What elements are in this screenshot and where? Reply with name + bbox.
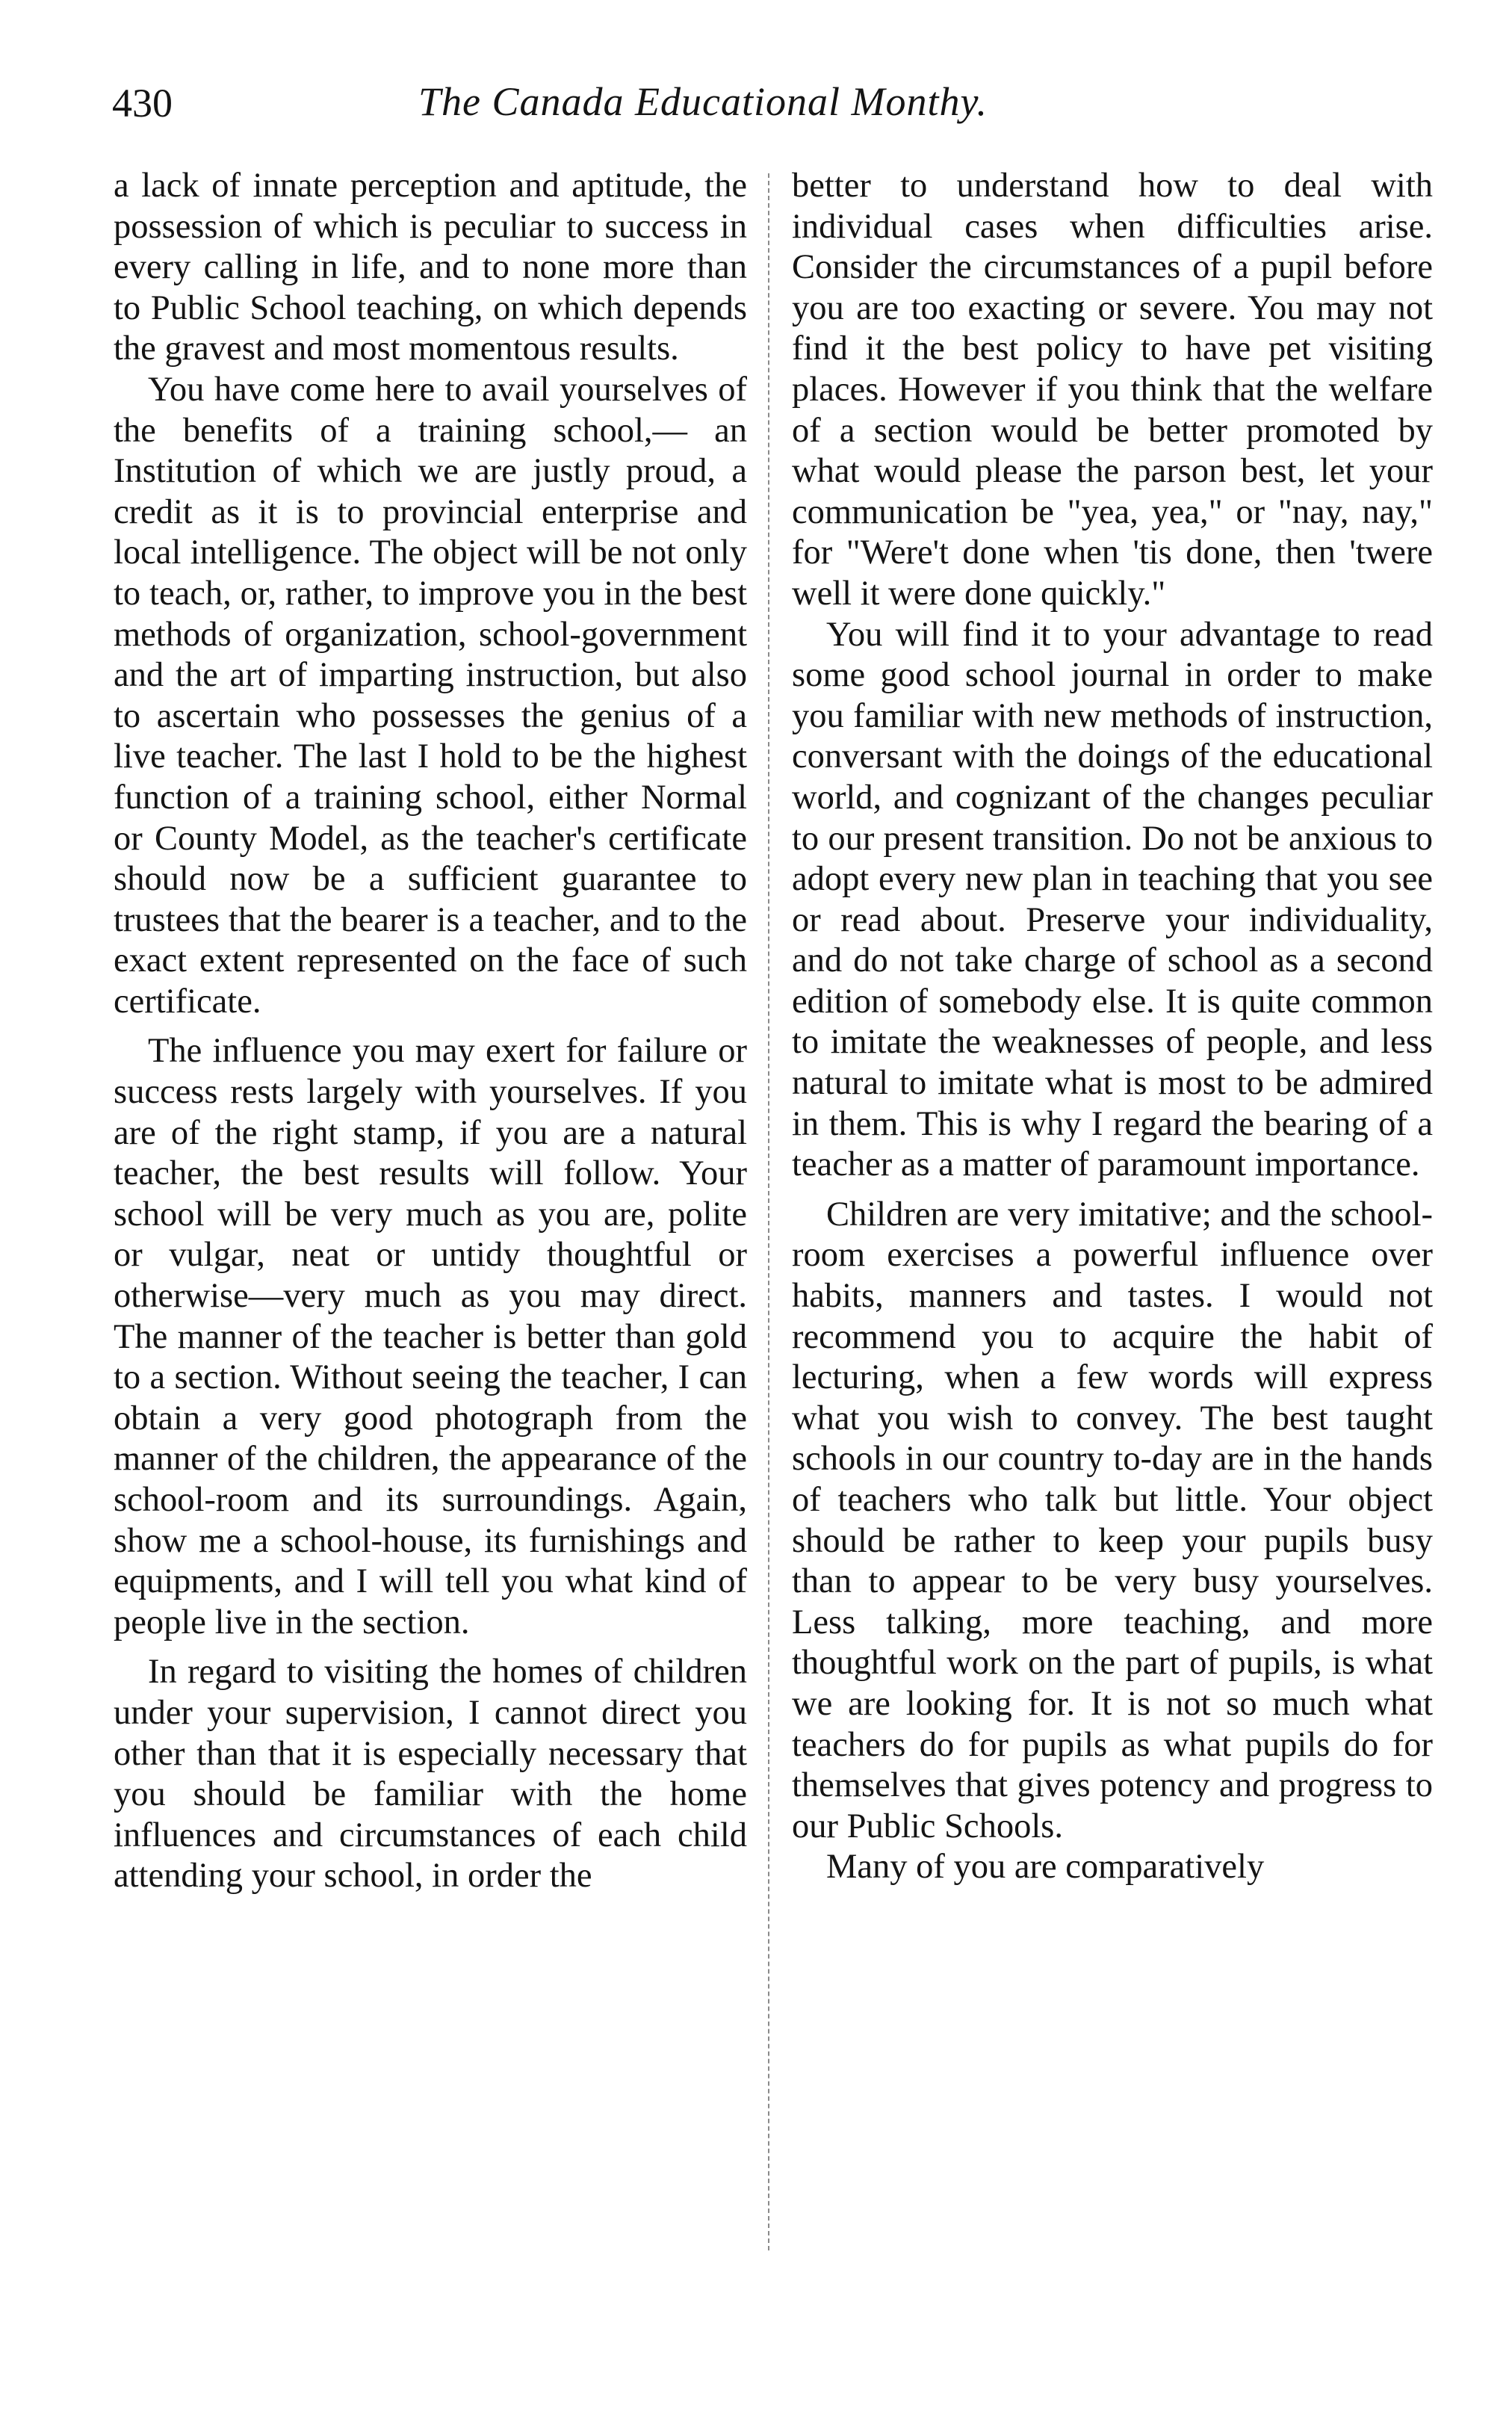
running-title: The Canada Educational Monthy.	[418, 79, 988, 124]
left-column	[114, 166, 747, 1897]
left-paragraph-3: The influence you may exert for failure or success rests largely with yourselves. If you are of the right stamp, if you are a natural teacher, the best results will follow. Your school will be very much as you are, polite or vulgar, neat or untidy thoughtful or otherwise—very much as you may direct. The manner of the teacher is better than gold to a section. Without seeing the teacher, I can obtain a very good photograph from the manner of the children, the appearance of the school-room and its surroundings. Again, show me a school-house, its furnishings and equipments, and I will tell you what kind of people live in the section.	[114, 1032, 747, 1641]
page-number: 430	[112, 81, 173, 126]
left-paragraph-4: In regard to visiting the homes of children under your supervision, I cannot direct you other than that it is especially necessary that you should be familiar with the home influences and circumstances of each child attending your school, in order the	[114, 1653, 747, 1896]
column-divider	[768, 173, 769, 2250]
left-paragraph-2: You have come here to avail yourselves of the benefits of a training school,— an Institution of which we are justly proud, a credit as it is to provincial enterprise and local intelligence. The object will be not only to teach, or, rather, to improve you in the best methods of organization, school-government and the art of imparting instruction, but also to ascertain who possesses the genius of a live teacher. The last I hold to be the highest function of a training school, either Normal or County Model, as the teacher's certificate should now be a sufficient guarantee to trustees that the bearer is a teacher, and to the exact extent represented on the face of such certificate.	[114, 370, 747, 1021]
left-paragraph-1: a lack of innate perception and aptitude, the possession of which is peculiar to success in every calling in life, and to none more than to Public School teaching, on which depends the gravest and most momentous results.	[114, 167, 747, 368]
right-paragraph-4: Many of you are comparatively	[826, 1848, 1265, 1887]
right-paragraph-2: You will find it to your advantage to read some good school journal in order to make you familiar with new methods of instruction, conversant with the doings of the educational world, and cognizant of the changes peculiar to our present transition. Do not be anxious to adopt every new plan in teaching that you see or read about. Preserve your individuality, and do not take charge of school as a second edition of somebody else. It is quite common to imitate the weaknesses of people, and less natural to imitate what is most to be admired in them. This is why I regard the bearing of a teacher as a matter of paramount importance.	[792, 615, 1433, 1184]
right-paragraph-3: Children are very imitative; and the school-room exercises a powerful influence over habits, manners and tastes. I would not recommend you to acquire the habit of lecturing, when a few words will express what you wish to convey. The best taught schools in our country to-day are in the hands of teachers who talk but little. Your object should be rather to keep your pupils busy than to appear to be very busy yourselves. Less talking, more teaching, and more thoughtful work on the part of pupils, is what we are looking for. It is not so much what teachers do for pupils as what pupils do for themselves that gives potency and progress to our Public Schools.	[792, 1195, 1433, 1845]
right-paragraph-1: better to understand how to deal with individual cases when difficulties arise. Consider the circumstances of a pupil before you are too exacting or severe. You may not find it the best policy to have pet visiting places. However if you think that the welfare of a section would be better promoted by what would please the parson best, let your communication be "yea, yea," or "nay, nay," for "Were't done when 'tis done, then 'twere well it were done quickly."	[792, 167, 1433, 613]
right-column	[792, 166, 1433, 1888]
